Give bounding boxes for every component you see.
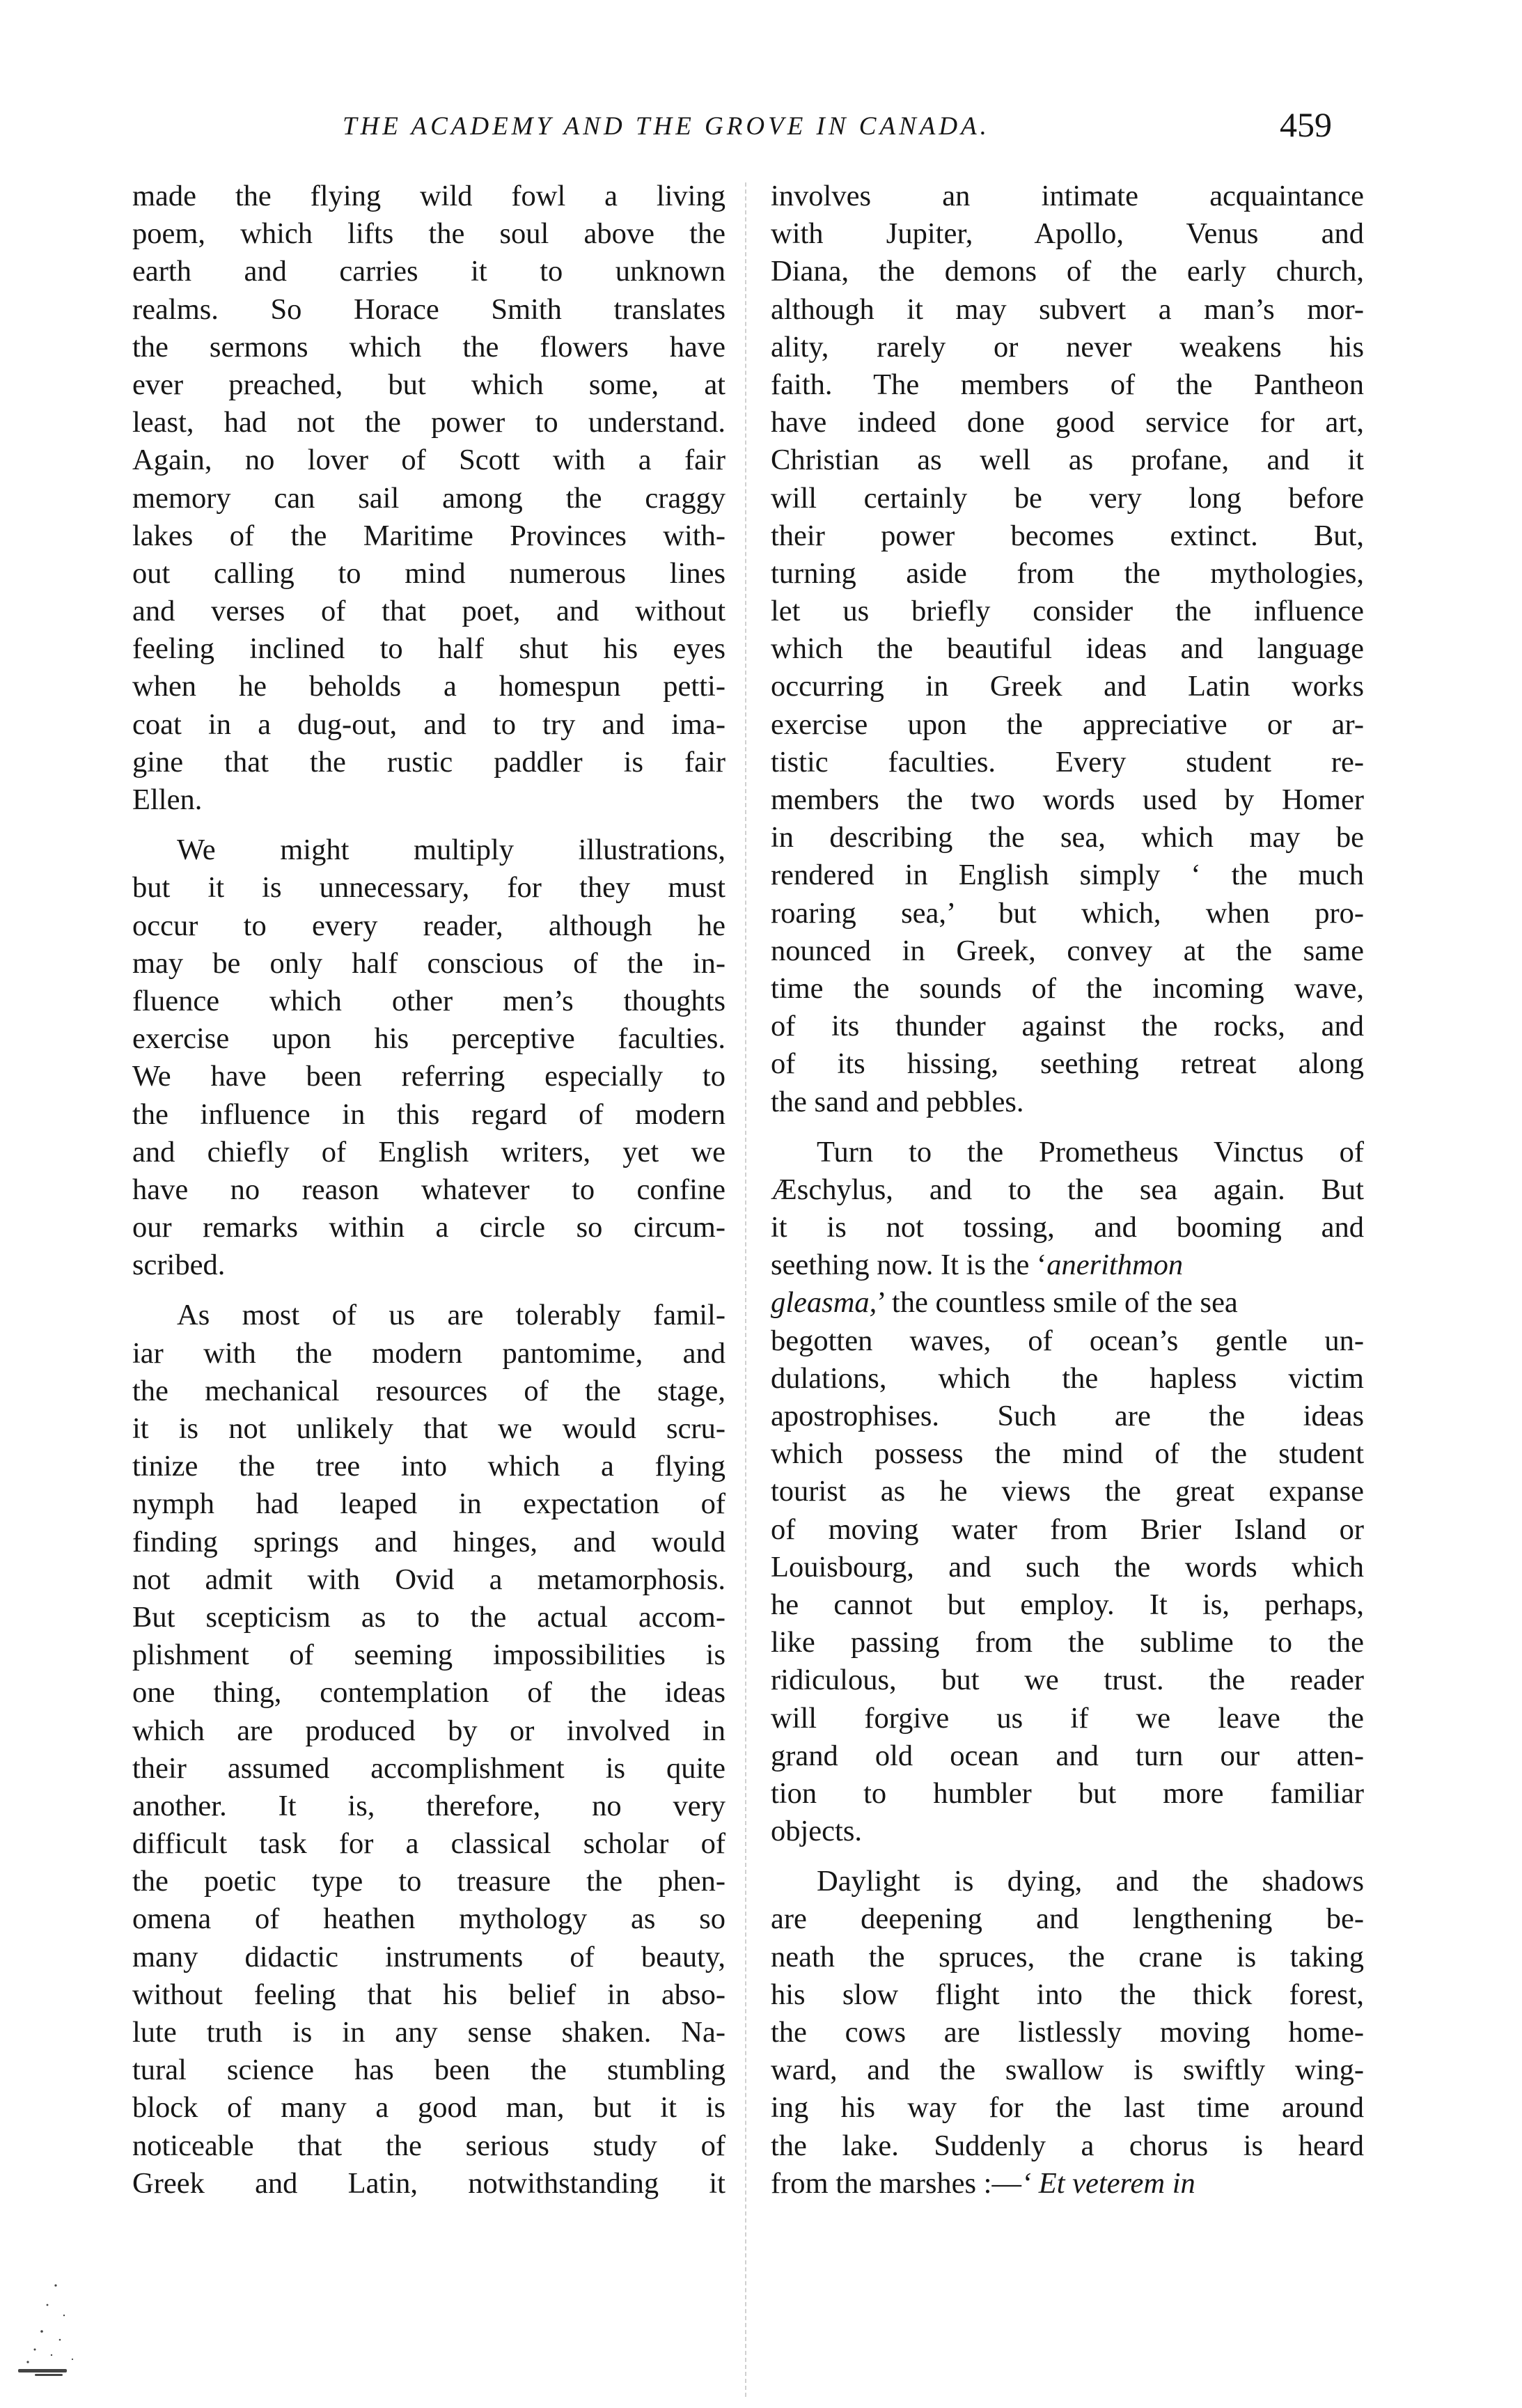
text-line: like passing from the sublime to the [771,1626,1364,1659]
text-line: occurring in Greek and Latin works [771,670,1364,703]
text-line: Louisbourg, and such the words which [771,1550,1364,1584]
text-line: tion to humbler but more familiar [771,1776,1364,1810]
text-line: block of many a good man, but it is [132,2091,725,2125]
text-line: omena of heathen mythology as so [132,1902,725,1936]
text-line: occur to every reader, although he [132,909,725,942]
text-line: feeling inclined to half shut his eyes [132,632,725,666]
text-line: apostrophises. Such are the ideas [771,1400,1364,1432]
text-line: ing his way for the last time around [771,2091,1364,2125]
text-line: which possess the mind of the student [771,1437,1364,1471]
text-line: one thing, contemplation of the ideas [132,1676,725,1710]
text-line: in describing the sea, which may be [771,821,1364,854]
text-line: the mechanical resources of the stage, [132,1374,725,1407]
text-line: ward, and the swallow is swiftly wing- [771,2054,1364,2087]
text-line: exercise upon his perceptive faculties. [132,1022,725,1056]
text-line: Daylight is dying, and the shadows [817,1865,1364,1898]
text-line: exercise upon the appreciative or ar- [771,707,1364,741]
text-line: which the beautiful ideas and language [771,632,1364,666]
text-line: Christian as well as profane, and it [771,444,1364,477]
text-line: Ellen. [132,783,203,816]
text-line: ever preached, but which some, at [132,368,725,401]
text-line: their power becomes extinct. But, [771,519,1364,552]
text-line: Again, no lover of Scott with a fair [132,444,725,477]
text-line: it is not unlikely that we would scru- [132,1412,725,1445]
text-line: Greek and Latin, notwithstanding it [132,2166,725,2200]
text-line: another. It is, therefore, no very [132,1789,725,1822]
text-line: tourist as he views the great expanse [771,1475,1364,1508]
text-line: poem, which lifts the soul above the [132,217,725,251]
text-line: tinize the tree into which a flying [132,1450,725,1483]
text-line: We might multiply illustrations, [177,834,725,867]
text-line [771,1284,1364,1322]
text-line: and chiefly of English writers, yet we [132,1135,725,1168]
text-line: but it is unnecessary, for they must [132,871,725,905]
text-line: tural science has been the stumbling [132,2054,725,2087]
greek-phrase: gleasma, [771,1286,877,1320]
text-line: of its hissing, seething retreat along [771,1047,1364,1081]
text-line: have no reason whatever to confine [132,1173,725,1206]
text-line: scribed. [132,1249,226,1282]
text-line: the sermons which the flowers have [132,330,725,363]
text-line: earth and carries it to unknown [132,255,725,288]
text-line: Diana, the demons of the early church, [771,255,1364,288]
paragraph-gap [771,1121,1364,1134]
text-line: out calling to mind numerous lines [132,556,725,590]
text-line: begotten waves, of ocean’s gentle un- [771,1324,1364,1357]
left-column [132,178,725,2203]
text-line: without feeling that his belief in abso- [132,1978,725,2011]
text-line: ridiculous, but we trust. the reader [771,1664,1364,1697]
text-line: members the two words used by Homer [771,783,1364,816]
text-line: the cows are listlessly moving home- [771,2016,1364,2049]
text-line: his slow flight into the thick forest, [771,1978,1364,2011]
text-line: turning aside from the mythologies, [771,556,1364,590]
text-line: As most of us are tolerably famil- [177,1299,725,1332]
text-line: tistic faculties. Every student re- [771,745,1364,779]
text-line: the poetic type to treasure the phen- [132,1865,725,1898]
text-line: when he beholds a homespun petti- [132,670,725,703]
text-line: he cannot but employ. It is, perhaps, [771,1588,1364,1621]
scan-speckle-mark [14,2277,91,2382]
text-line: gine that the rustic paddler is fair [132,745,725,779]
text-line: have indeed done good service for art, [771,406,1364,439]
text-line: coat in a dug-out, and to try and ima- [132,707,725,741]
text-line: lute truth is in any sense shaken. Na- [132,2016,725,2049]
text-line: not admit with Ovid a metamorphosis. [132,1563,725,1596]
text-segment: ’ the countless smile of the sea [877,1286,1238,1320]
text-line: fluence which other men’s thoughts [132,984,725,1017]
text-line: dulations, which the hapless victim [771,1361,1364,1395]
text-line: least, had not the power to understand. [132,406,725,439]
text-line: with Jupiter, Apollo, Venus and [771,217,1364,251]
text-line: noticeable that the serious study of [132,2129,725,2162]
text-line: Turn to the Prometheus Vinctus of [817,1135,1364,1168]
text-line: are deepening and lengthening be- [771,1902,1364,1936]
text-line: nounced in Greek, convey at the same [771,934,1364,967]
text-line: lakes of the Maritime Provinces with- [132,519,725,552]
greek-phrase: anerithmon [1046,1249,1184,1282]
text-segment: from the marshes :— [771,2166,1021,2200]
text-line: faith. The members of the Pantheon [771,368,1364,401]
paragraph-gap [771,1850,1364,1863]
text-line: rendered in English simply ‘ the much [771,859,1364,892]
text-line: of moving water from Brier Island or [771,1512,1364,1546]
text-line: realms. So Horace Smith translates [132,292,725,326]
paragraph-gap [132,1284,725,1297]
text-line: nymph had leaped in expectation of [132,1487,725,1521]
text-line: neath the spruces, the crane is taking [771,1940,1364,1973]
text-line: roaring sea,’ but which, when pro- [771,896,1364,930]
text-line: will forgive us if we leave the [771,1701,1364,1735]
text-line: their assumed accomplishment is quite [132,1751,725,1785]
text-line: which are produced by or involved in [132,1714,725,1747]
text-line: many didactic instruments of beauty, [132,1940,725,1973]
text-line: may be only half conscious of the in- [132,946,725,980]
text-line [771,1246,1364,1284]
text-line: and verses of that poet, and without [132,595,725,628]
text-line: time the sounds of the incoming wave, [771,971,1364,1005]
text-line: of its thunder against the rocks, and [771,1010,1364,1043]
text-line: made the flying wild fowl a living [132,180,725,212]
text-line: the lake. Suddenly a chorus is heard [771,2129,1364,2162]
text-line: let us briefly consider the influence [771,595,1364,628]
column-divider [745,182,746,2397]
right-column [771,178,1364,2203]
text-line: grand old ocean and turn our atten- [771,1739,1364,1772]
text-line: Æschylus, and to the sea again. But [771,1173,1364,1206]
text-line: it is not tossing, and booming and [771,1211,1364,1244]
text-line: finding springs and hinges, and would [132,1525,725,1558]
text-line: although it may subvert a man’s mor- [771,292,1364,326]
text-line: involves an intimate acquaintance [771,180,1364,212]
text-line: plishment of seeming impossibilities is [132,1639,725,1672]
text-line: objects. [771,1815,863,1848]
running-title: THE ACADEMY AND THE GROVE IN CANADA. [343,112,990,141]
text-line: the influence in this regard of modern [132,1097,725,1131]
text-line: our remarks within a circle so circum- [132,1211,725,1244]
latin-phrase: ‘ Et veterem in [1021,2166,1195,2200]
text-line: We have been referring especially to [132,1060,725,1093]
page-number: 459 [1280,105,1332,144]
text-line: memory can sail among the craggy [132,481,725,515]
text-segment: seething now. It is the ‘ [771,1249,1047,1282]
text-line [771,2165,1364,2203]
text-line: difficult task for a classical scholar of [132,1827,725,1861]
text-line: will certainly be very long before [771,481,1364,515]
paragraph-gap [132,819,725,831]
text-line: the sand and pebbles. [771,1085,1024,1118]
text-line: But scepticism as to the actual accom- [132,1600,725,1634]
text-line: iar with the modern pantomime, and [132,1336,725,1370]
text-line: ality, rarely or never weakens his [771,330,1364,363]
